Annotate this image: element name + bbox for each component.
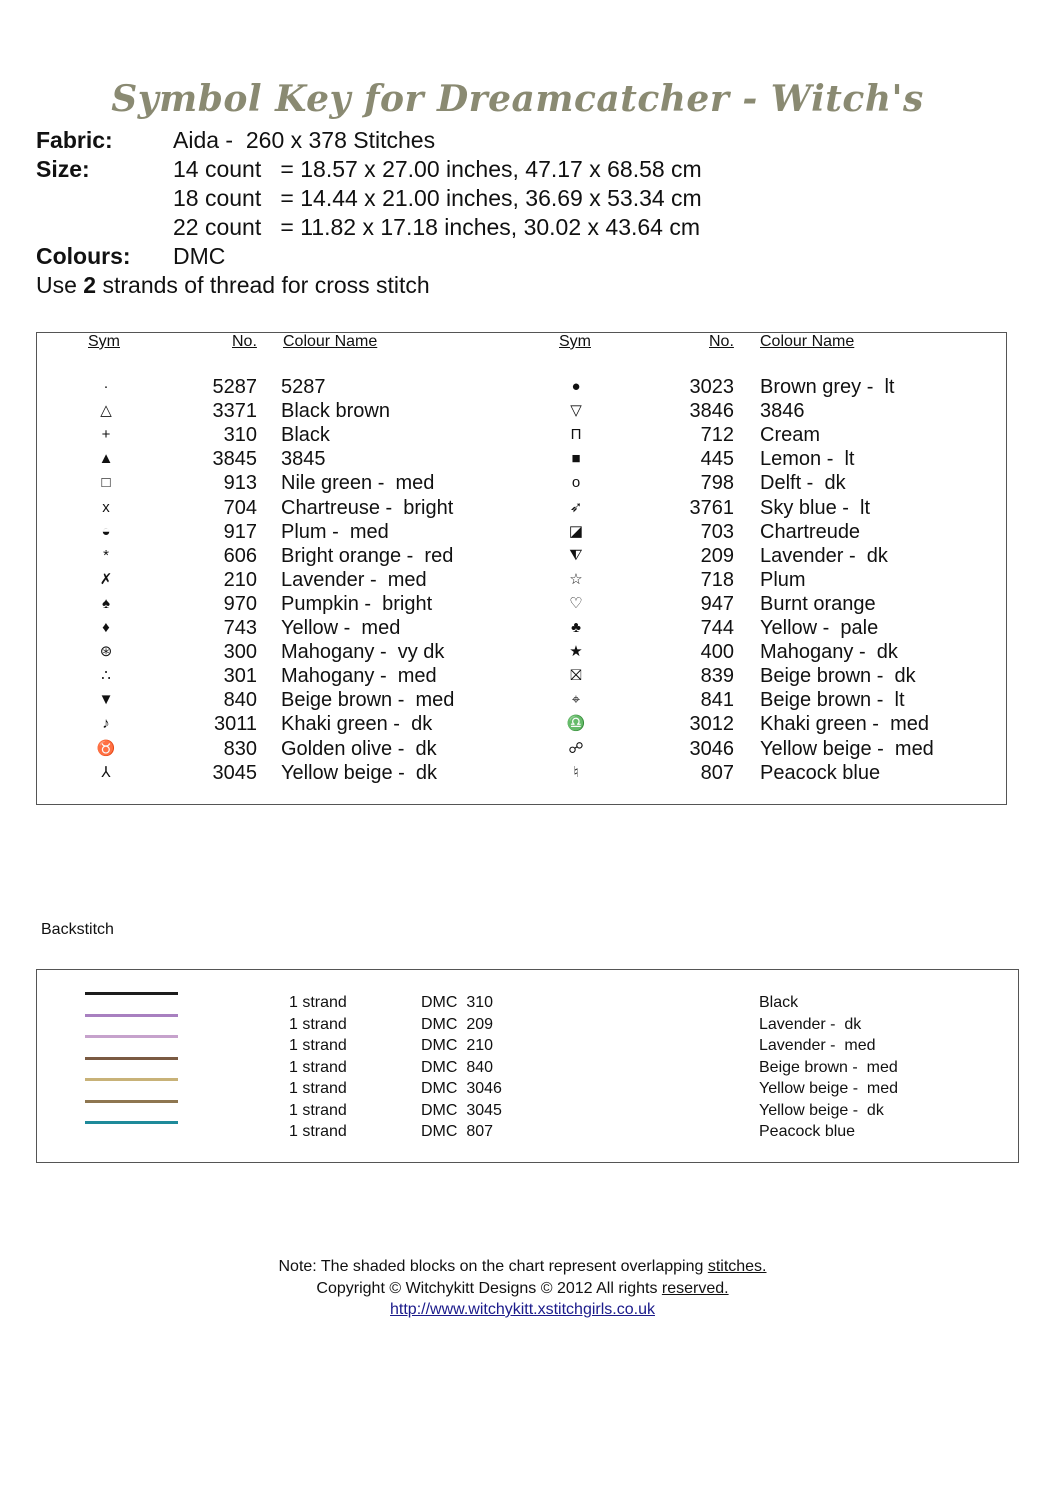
stitch-symbol-icon: ✗ [99, 570, 113, 588]
colour-name: Plum [760, 568, 806, 591]
dmc-number: 310 [223, 424, 257, 447]
thread-line-swatch [85, 992, 178, 995]
key-row-right [0, 471, 1000, 495]
strands-post: strands of thread for cross stitch [96, 272, 430, 298]
stitch-symbol-icon: ☍ [568, 739, 584, 757]
backstitch-colour-name: Peacock blue [759, 1123, 856, 1140]
dmc-number: 400 [700, 641, 734, 664]
stitch-symbol-icon: ◪ [568, 522, 584, 540]
backstitch-colour-name: Yellow beige - med [759, 1080, 899, 1097]
dmc-number: 5287 [212, 376, 257, 398]
stitch-symbol-icon: Π [570, 426, 582, 444]
colour-name: Golden olive - dk [281, 737, 437, 760]
dmc-code: DMC 3045 [421, 1101, 502, 1119]
stitch-symbol-icon: ■ [571, 450, 581, 468]
dmc-number: 606 [223, 544, 257, 567]
dmc-number: 3023 [689, 376, 734, 398]
backstitch-colour-name: Yellow beige - dk [759, 1101, 884, 1119]
dmc-code: DMC 840 [421, 1058, 494, 1076]
colour-name: Yellow - med [281, 617, 401, 639]
dmc-number: 841 [700, 689, 734, 712]
colour-name: Beige brown - lt [760, 689, 905, 712]
dmc-code: DMC 3046 [421, 1080, 502, 1097]
backstitch-row [0, 1078, 1000, 1099]
dmc-number: 3761 [689, 496, 734, 519]
stitch-symbol-icon: ⧨ [569, 546, 583, 564]
backstitch-label: Backstitch [41, 921, 114, 938]
key-row-right [0, 761, 1000, 785]
stitch-symbol-icon: ♪ [102, 715, 110, 733]
thread-line-swatch [85, 1035, 178, 1038]
backstitch-row [0, 992, 1000, 1013]
colour-name: 3846 [760, 400, 805, 423]
stitch-symbol-icon: ♣ [571, 619, 581, 636]
fabric-value: Aida - 260 x 378 Stitches [173, 127, 436, 153]
stitch-symbol-icon: ● [571, 378, 581, 395]
stitch-symbol-icon: x [102, 498, 110, 516]
dmc-number: 3045 [212, 761, 257, 784]
copyright-text: Copyright © Witchykitt Designs © 2012 All rights [316, 1280, 662, 1297]
stitch-symbol-icon: ♦ [102, 619, 110, 636]
stitch-symbol-icon: * [103, 546, 109, 564]
backstitch-colour-name: Lavender - dk [759, 1015, 862, 1033]
stitch-symbol-icon: · [103, 378, 109, 395]
key-row-right [0, 447, 1000, 471]
note-text: Note: The shaded blocks on the chart represent overlapping [278, 1258, 708, 1275]
backstitch-row [0, 1121, 1000, 1142]
thread-line-swatch [85, 1121, 178, 1124]
colour-name: Brown grey - lt [760, 376, 895, 398]
stitch-symbol-icon: ♮ [573, 763, 579, 781]
stitch-symbol-icon: ⛝ [570, 667, 582, 685]
strands-pre: Use [36, 272, 84, 298]
backstitch-row [0, 1035, 1000, 1056]
colour-name: Lavender - med [281, 568, 427, 591]
backstitch-colour-name: Beige brown - med [759, 1058, 898, 1076]
dmc-number: 744 [700, 617, 734, 639]
dmc-code: DMC 209 [421, 1015, 494, 1033]
thread-line-swatch [85, 1078, 178, 1081]
colour-name: Sky blue - lt [760, 496, 871, 519]
dmc-number: 913 [223, 472, 257, 495]
colour-name: Mahogany - med [281, 665, 437, 688]
thread-line-swatch [85, 1057, 178, 1060]
size-14-count: 14 count = 18.57 x 27.00 inches, 47.17 x 68.58 cm [173, 156, 702, 182]
stitch-symbol-icon: ∴ [101, 667, 111, 685]
size-label: Size: [36, 156, 90, 182]
colour-name: Peacock blue [760, 761, 881, 784]
stitch-symbol-icon: △ [100, 402, 112, 420]
colour-name: Black brown [281, 400, 390, 423]
header-sym-right: Sym [559, 333, 591, 350]
colour-name: Burnt orange [760, 592, 876, 615]
dmc-number: 712 [700, 424, 734, 447]
key-row-right [0, 616, 1000, 640]
stitch-symbol-icon: ⌖ [571, 691, 581, 709]
colour-name: 5287 [281, 376, 326, 398]
colour-name: 3845 [281, 448, 326, 471]
dmc-number: 210 [223, 568, 257, 591]
key-row-right [0, 423, 1000, 447]
stitch-symbol-icon: ▼ [98, 691, 114, 709]
copyright-underlined: reserved. [661, 1280, 729, 1297]
stitch-symbol-icon: + [101, 426, 111, 444]
backstitch-row [0, 1057, 1000, 1078]
dmc-number: 743 [223, 617, 257, 639]
dmc-number: 970 [223, 592, 257, 615]
stitch-symbol-icon: ⊛ [99, 643, 113, 661]
dmc-number: 718 [700, 568, 734, 591]
colour-name: Pumpkin - bright [281, 592, 433, 615]
footer-copyright [0, 1280, 1045, 1298]
dmc-number: 445 [700, 448, 734, 471]
dmc-number: 840 [223, 689, 257, 712]
size-22-count: 22 count = 11.82 x 17.18 inches, 30.02 x 43.64 cm [173, 214, 701, 240]
page-title: Symbol Key for Dreamcatcher - Witch's [111, 78, 924, 120]
key-row-right [0, 737, 1000, 761]
thread-line-swatch [85, 1100, 178, 1103]
strands-instruction [36, 272, 430, 299]
strand-count: 1 strand [289, 1058, 347, 1076]
dmc-number: 3846 [689, 400, 734, 423]
colour-name: Yellow - pale [760, 617, 879, 639]
colour-name: Black [281, 424, 330, 447]
colour-name: Khaki green - med [760, 713, 929, 736]
colour-name: Yellow beige - med [760, 737, 934, 760]
backstitch-colour-name: Lavender - med [759, 1037, 876, 1054]
stitch-symbol-icon: ⅄ [101, 763, 111, 781]
stitch-symbol-icon: o [571, 474, 581, 492]
dmc-number: 3371 [212, 400, 257, 423]
header-no-left: No. [232, 333, 257, 350]
colour-name: Delft - dk [760, 472, 846, 495]
colour-name: Bright orange - red [281, 544, 454, 567]
dmc-number: 3046 [689, 737, 734, 760]
stitch-symbol-icon: ★ [569, 643, 583, 661]
stitch-symbol-icon: ➶ [569, 498, 583, 516]
strand-count: 1 strand [289, 994, 347, 1011]
colour-name: Yellow beige - dk [281, 761, 438, 784]
colour-name: Chartreude [760, 520, 861, 543]
dmc-number: 947 [700, 592, 734, 615]
key-row-right [0, 544, 1000, 568]
footer-url-row [0, 1301, 1045, 1319]
header-name-right: Colour Name [760, 333, 855, 350]
stitch-symbol-icon: ☆ [569, 570, 583, 588]
stitch-symbol-icon: ▽ [570, 402, 582, 420]
colour-name: Lemon - lt [760, 448, 855, 471]
colour-name: Khaki green - dk [281, 713, 433, 736]
key-row-right [0, 568, 1000, 592]
backstitch-row [0, 1100, 1000, 1121]
stitch-symbol-icon: ♠ [102, 594, 110, 612]
colour-name: Lavender - dk [760, 544, 888, 567]
key-row-right [0, 375, 1000, 399]
colours-label: Colours: [36, 243, 131, 269]
strand-count: 1 strand [289, 1123, 347, 1140]
colour-name: Mahogany - vy dk [281, 641, 445, 664]
dmc-number: 300 [223, 641, 257, 664]
header-name-left: Colour Name [283, 333, 378, 350]
stitch-symbol-icon: ◒ [101, 522, 111, 540]
key-row-right [0, 688, 1000, 712]
strand-count: 1 strand [289, 1101, 347, 1119]
header-sym-left: Sym [88, 333, 120, 350]
dmc-number: 209 [700, 544, 734, 567]
key-row-right [0, 640, 1000, 664]
colour-name: Chartreuse - bright [281, 496, 454, 519]
strands-count: 2 [83, 272, 97, 298]
dmc-number: 704 [223, 496, 257, 519]
thread-line-swatch [85, 1014, 178, 1017]
dmc-code: DMC 807 [421, 1123, 494, 1140]
stitch-symbol-icon: ♎ [566, 715, 586, 733]
key-row-right [0, 399, 1000, 423]
colour-name: Beige brown - med [281, 689, 455, 712]
dmc-code: DMC 310 [421, 994, 494, 1011]
dmc-code: DMC 210 [421, 1037, 494, 1054]
colour-name: Cream [760, 424, 821, 447]
dmc-number: 3845 [212, 448, 257, 471]
key-row-right [0, 592, 1000, 616]
stitch-symbol-icon: ▲ [98, 450, 114, 468]
colour-name: Mahogany - dk [760, 641, 898, 664]
dmc-number: 917 [223, 520, 257, 543]
key-row-right [0, 496, 1000, 520]
key-row-right [0, 712, 1000, 736]
dmc-number: 3012 [689, 713, 734, 736]
size-18-count: 18 count = 14.44 x 21.00 inches, 36.69 x 53.34 cm [173, 185, 702, 211]
stitch-symbol-icon: ♡ [569, 594, 583, 612]
key-row-right [0, 664, 1000, 688]
backstitch-row [0, 1014, 1000, 1035]
dmc-number: 839 [700, 665, 734, 688]
footer-note [0, 1258, 1045, 1276]
colour-name: Beige brown - dk [760, 665, 916, 688]
website-link[interactable]: http://www.witchykitt.xstitchgirls.co.uk [390, 1301, 655, 1318]
stitch-symbol-icon: ♉ [96, 739, 116, 757]
colours-value: DMC [173, 243, 226, 269]
colour-name: Plum - med [281, 520, 389, 543]
colour-name: Nile green - med [281, 472, 435, 495]
strand-count: 1 strand [289, 1037, 347, 1054]
stitch-symbol-icon: □ [101, 474, 111, 492]
note-underlined: stitches. [707, 1258, 767, 1275]
strand-count: 1 strand [289, 1080, 347, 1097]
strand-count: 1 strand [289, 1015, 347, 1033]
fabric-label: Fabric: [36, 127, 113, 153]
dmc-number: 807 [700, 761, 734, 784]
dmc-number: 798 [700, 472, 734, 495]
backstitch-colour-name: Black [759, 994, 799, 1011]
dmc-number: 703 [700, 520, 734, 543]
header-no-right: No. [709, 333, 734, 350]
key-row-right [0, 520, 1000, 544]
dmc-number: 830 [223, 737, 257, 760]
dmc-number: 301 [223, 665, 257, 688]
dmc-number: 3011 [213, 713, 257, 736]
